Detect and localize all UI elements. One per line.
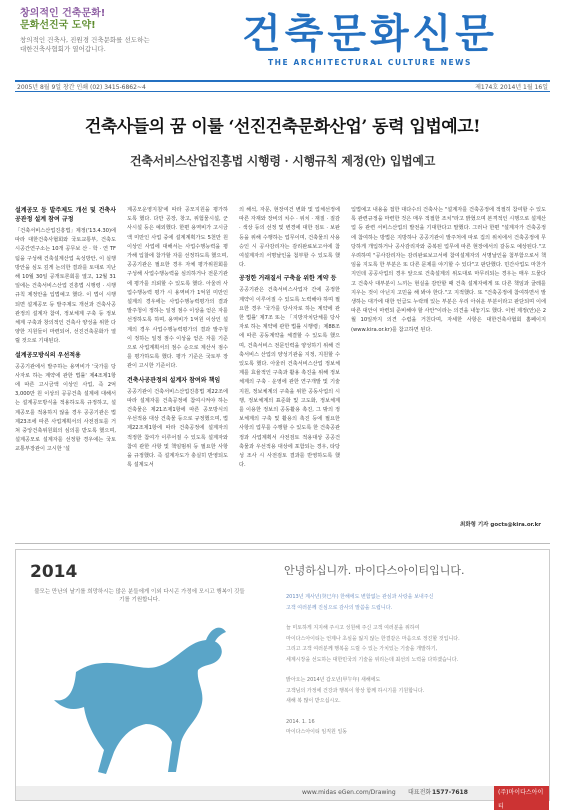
slogan-line3: 창의적인 건축사, 진원경 건축문화를 선도하는 대한건축사협회가 열어갑니다. [20, 36, 150, 53]
ad-greeting: 불모는 만난의 날기를 희망하시는 많은 분들에게 이외 다시곤 가정에 모시고 행복이 깃들기를 기원합니다. [34, 589, 245, 603]
ad-phone-label: 대표전화 [408, 789, 432, 796]
paragraph: 공공기관은 건축서비스사업자 간에 공정한 계약이 이루어질 수 있도록 노력해야 하며 필요한 경우 '국가를 당사자로 하는 계약에 관한 법률' 제7조 또는 「지방자치단체를 당사자로 하는 계약에 관한 법률 시행령」제88조에 따른 공동계약을 체결할 수 있도록 했으며, 건축서비스 전문인력을 양성하기 위해 건축서비스 산업의 양성기관을 지정, 지원할 수 있도록 했다. 아울러 건축서비스산업 정보체계를 효율적인 구축과 활용 촉진을 위해 정보체계의 구축 · 운영에 관한 연구개발 및 기술지원, 정보체계의 구축을 위한 공동사업의 시행, 정보체계의 표준화 및 고도화, 정보체계를 이용한 정보의 공동활용 촉진, 그 밖의 정보체계의 구축 및 활용의 촉진 등에 필요한 사항의 업무를 수행할 수 있도록 한 건축공관정과 사업계획서 사전검토 적용대상 공공건축물과 우선적용 대상에 포함되는 경우, 타당성 조사 시 사전검토 결과를 반영하도록 했다. [239, 287, 340, 469]
article-column-4 [351, 206, 546, 538]
paragraph: 공공기관이 건축서비스산업진흥법 제22조에 따라 설계자를 건축공정에 참여시켜야 하는 건축물은 제21조제1항에 따른 공모방식의 우선적용 대상 건축물 등으로 규정했으며, 법 제22조제1항에 따라 건축공정에 설계자의 적정한 참여가 이루어질 수 있도록 설계자와 참여 관한 사항 및 책임범위 등 필요한 사항을 규정했다. 즉 설계자도가 충실히 반영되도록 설계도서 [127, 388, 228, 469]
paragraph: 계공모운영지침'에 따라 공모지원을 평가하도록 했다. 다만 공장, 창고, 위험물시설, 군사시설 등은 예외했다. 한편 용역비가 고시금액 미만인 사업 중에 설계계획가도 5천만 원 이상인 사업에 대해서는 사업수행능력을 평가해 입찰에 참가할 자를 선정하도록 했으며, 공공기관은 필요한 경우 자체 평가위원회를 구성해 사업수행능력을 심의하거나 전문기관에 평가를 의뢰할 수 있도록 했다. 아울러 사업수행능력 평가 시 용역비가 1억원 미만인 설계의 경우에는 사업수행능력평가의 결과 발주청이 정하는 일정 점수 이상을 얻은 자를 선정하도록 하며, 용역비가 1억원 이상인 설계의 경우 사업수행능력평가의 결과 발주청이 정하는 일정 점수 이상을 얻은 자를 기준으로 사업계획서의 점수 순으로 계산서 점수를 평가하도록 했다. 평가 기준은 국토부 장관이 고시한 기준이다. [127, 207, 228, 370]
advertisement[interactable] [15, 549, 550, 810]
newspaper-logo-subtitle: THE ARCHITECTURAL CULTURE NEWS [267, 58, 473, 67]
dateline [15, 80, 550, 92]
article-column-2 [127, 206, 228, 538]
newspaper-logo[interactable]: 건축문화신문 [242, 11, 498, 57]
section-heading: 설계공모방식의 우선적용 [15, 351, 81, 359]
slogan-line1: 창의적인 건축문화! [20, 8, 106, 19]
ad-company-logo: (주)마이다스아이티 [494, 786, 549, 810]
section-heading: 건축사공관정의 설계자 참여와 책임 [127, 376, 221, 384]
ad-year: 2014 [30, 562, 78, 582]
slogan [20, 8, 150, 54]
ad-line: 고객님의 가정에 건강과 행복이 항상 함께 하시기를 기원합니다. [286, 687, 425, 694]
ad-date: 2014. 1. 16 [286, 718, 315, 725]
dateline-right: 제174호 2014년 1월 16일 [475, 84, 548, 91]
section-heading: 설계공모 등 발주제도 개선 및 건축사공관정 설계 참여 규정 [15, 207, 116, 223]
headline: 건축사들의 꿈 이룰 ‘선진건축문화산업’ 동력 입법예고! [84, 117, 481, 137]
ad-line: 밝아오는 2014년 갑오년(甲午年) 새해에도 [286, 677, 381, 683]
article-column-1 [15, 206, 116, 538]
ad-line: 그리고 고객 여러분께 행복을 드릴 수 있는 가치있는 기술을 개발하기, [286, 646, 438, 652]
ad-line: 마이다스아이티는 언제나 초심을 잃지 않는 한결같은 마음으로 정진할 것입니다. [286, 635, 460, 642]
ad-message [286, 592, 536, 738]
horse-illustration-icon [36, 612, 266, 782]
article-body [15, 206, 550, 538]
subheadline: 건축서비스산업진흥법 시행령 · 시행규칙 제정(안) 입법예고 [129, 154, 436, 168]
ad-line: 2013년 계사년(癸巳年) 한해에도 변함없는 관심과 사랑을 보내주신 [286, 594, 434, 600]
paragraph: 입법예고 내용을 접한 대다수의 건축사는 "설계자를 건축공정에 적절히 참여할 수 있도록 관련규정을 마련한 것은 매우 적절한 조치"라고 밝혔으며 본격적인 시행으로 설계산업 등 관련 서비스산업의 발전을 기대한다고 말했다. 그러나 한편 "설계자가 건축공정에 참여하는 방법은 지방하나 공공기관이 발주처에 따로 집의 위치에서 건축공정에 무당하게 개입하거나 공사감리자와 중복된 업무에 따른 현장에서의 갈등도 예상된다."고 우려하며 "공사감리자는 감리완료보고서에 참여설계자의 서명날인을 첨부함으로서 책임을 지도록 한 부분은 또 다른 문제를 야기할 수 있다"고 판단했다. 민간사업도 마찬가지인데 공공사업의 경우 앞으로 건축설계의 위도대로 마무리되는 경우는 매우 드물다고 건축사 대부분이 느끼는 현실을 감안할 때 건축 설계자에게 또 다른 책임과 굴레를 지우는 것이 아닌지 고민을 해 봐야 한다."고 지적했다. 또 "건축공정에 참여하면서 발생하는 대가에 대한 언급도 누락돼 있는 부분은 우리 아쉬운 부분이라고 판단되며 이에 따른 대안이 마련되 준비해야 할 사안"이라는 의견을 내놓기도 했다. 이번 제정(안)은 2월 10일까지 의견 수렴을 거친다며, 자세한 사항은 대한건축사협회 홈페이지(www.kira.or.kr)를 참고하면 된다. [351, 207, 546, 333]
ad-line: 고객 여러분께 진심으로 감사의 말씀을 드립니다. [286, 604, 393, 611]
ad-signature: 마이다스아이티 임직원 일동 [286, 729, 348, 735]
section-heading: 공정한 거래질서 구축을 위한 계약 등 [239, 275, 337, 283]
ad-url-link[interactable]: www.midas eGen.com/Drawing [302, 789, 396, 796]
ad-line: 늘 미토하게 지지해 주시고 성원해 주신 고객 여러분을 위하여 [286, 625, 420, 631]
paragraph: 공공기관에서 발주하는 용역비가 '국가를 당사자로 하는 계약에 관한 법률' 제4조제1항에 따른 고시금액 이상인 사업, 즉 2억 3,000만 원 이상의 공공건축 설계에 대해서는 설계공모방식을 적용하도록 규정하고, 설계공모를 적용하지 않을 경우 공공기관은 법 제23조에 따른 사업계획서의 사전검토를 거쳐 중앙건축위원회의 심의를 받도록 했으며, 설계공모로 설계자를 선정할 경우에는 국토교통부장관이 고시한 '설 [15, 363, 116, 453]
paragraph: 의 해석, 자문, 현장여건 변화 및 업체선정에 따른 자재와 장비의 치수 · 위치 · 재질 · 질감 · 색상 등의 선정 및 변경에 대한 검토 · 보완 등을 위해 수행하는 업무이며, 건축물의 사용승인 시 공사감리자는 감리완료보고서에 참여설계자의 서명날인을 첨부할 수 있도록 했다. [239, 207, 340, 269]
ad-line: 세계시장을 선도하는 대한민국의 기술을 위리는데 최선의 노력을 다하겠습니다. [286, 656, 459, 663]
byline: 최화형 기자 gocts@kira.or.kr [460, 522, 541, 528]
paragraph: 「건축서비스산업진흥법」제정('13.4.30)에 따라 대한건축사협회와 국토교통부, 건축도시공간연구소는 10개 공무보 산 · 학 · 연 TF팀을 구성해 건축설계산업 육성방안, 이 실행방안을 심도 깊게 논의한 결과를 토대로 지난해 10월 30일 공개토론회를 열고, 12월 31일에는 건축서비스산업 진흥법 시행령 · 시행규칙 제정안을 입법예고 했다. 이 법이 시행되면 설계공모 등 발주제도 개선과 건축사공관정의 설계자 참여, 정보체계 구축 등 정보체계 구축과 창의적인 건축사 양성을 위한 다양한 지원들이 마련되어, 선진건축문화가 열릴 것으로 기대된다. [15, 228, 116, 345]
slogan-line2: 문화선진국 도약! [20, 20, 96, 31]
masthead [0, 0, 565, 78]
ad-phone[interactable]: 1577-7618 [432, 789, 468, 796]
ad-title: 안녕하십니까. 마이다스아이티입니다. [284, 564, 465, 577]
dateline-left: 2005년 8월 9일 창간 인쇄 (02) 3415-6862~4 [17, 84, 146, 91]
ad-line: 새해 복 많이 받으십시오. [286, 698, 341, 704]
ad-footer [16, 786, 549, 810]
article-column-3 [239, 206, 340, 538]
divider [15, 543, 550, 544]
